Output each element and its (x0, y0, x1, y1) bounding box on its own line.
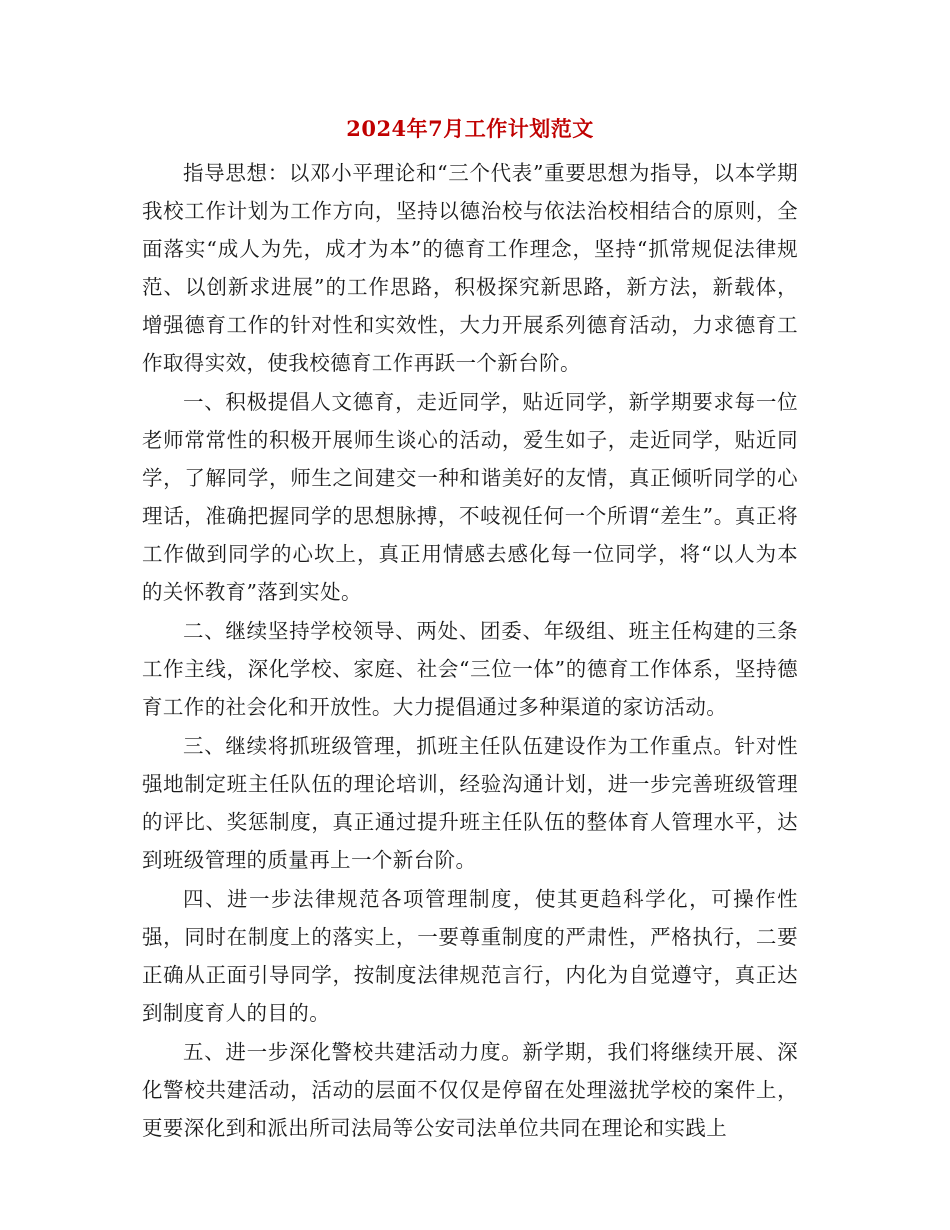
paragraph-item-4: 四、进一步法律规范各项管理制度，使其更趋科学化，可操作性强，同时在制度上的落实上，一要尊重制度的严肃性，严格执行，二要正确从正面引导同学，按制度法律规范言行，内化为自觉遵守，真正达到制度育人的目的。 (142, 887, 798, 1025)
paragraph-guiding-ideology: 指导思想：以邓小平理论和“三个代表”重要思想为指导，以本学期我校工作计划为工作方向，坚持以德治校与依法治校相结合的原则，全面落实“成人为先，成才为本”的德育工作理念，坚持“抓常规促法律规范、以创新求进展”的工作思路，积极探究新思路，新方法，新载体，增强德育工作的针对性和实效性，大力开展系列德育活动，力求德育工作取得实效，使我校德育工作再跃一个新台阶。 (142, 161, 798, 375)
paragraph-item-5: 五、进一步深化警校共建活动力度。新学期，我们将继续开展、深化警校共建活动，活动的层面不仅仅是停留在处理滋扰学校的案件上，更要深化到和派出所司法局等公安司法单位共同在理论和实践上 (142, 1040, 798, 1140)
paragraph-item-2: 二、继续坚持学校领导、两处、团委、年级组、班主任构建的三条工作主线，深化学校、家庭、社会“三位一体”的德育工作体系，坚持德育工作的社会化和开放性。大力提倡通过多种渠道的家访活动。 (142, 619, 798, 719)
document-page (142, 112, 798, 1147)
document-title: 2024年7月工作计划范文 (346, 116, 594, 141)
paragraph-item-1: 一、积极提倡人文德育，走近同学，贴近同学，新学期要求每一位老师常常性的积极开展师生谈心的活动，爱生如子，走近同学，贴近同学，了解同学，师生之间建交一种和谐美好的友情，真正倾听同学的心理话，准确把握同学的思想脉搏，不岐视任何一个所谓“差生”。真正将工作做到同学的心坎上，真正用情感去感化每一位同学，将“以人为本的关怀教育”落到实处。 (142, 390, 798, 604)
paragraph-item-3: 三、继续将抓班级管理，抓班主任队伍建设作为工作重点。针对性强地制定班主任队伍的理论培训，经验沟通计划，进一步完善班级管理的评比、奖惩制度，真正通过提升班主任队伍的整体育人管理水平，达到班级管理的质量再上一个新台阶。 (142, 734, 798, 872)
